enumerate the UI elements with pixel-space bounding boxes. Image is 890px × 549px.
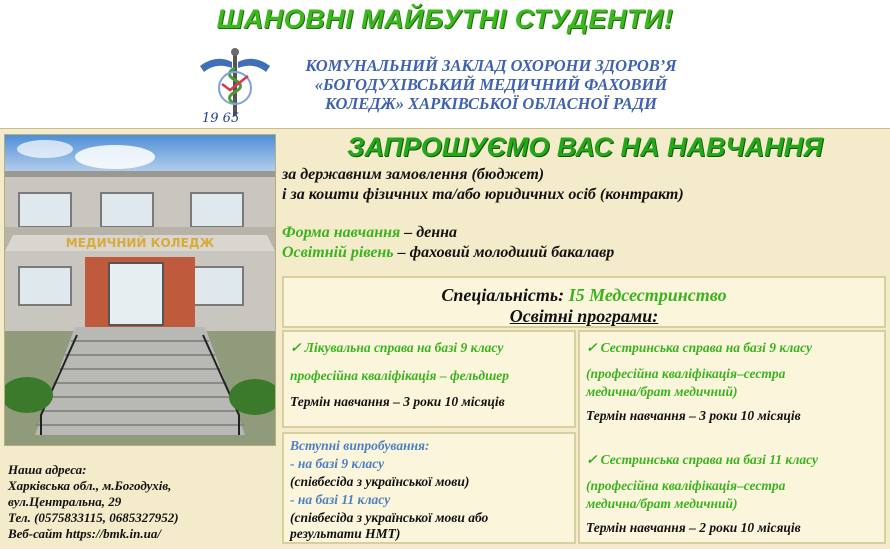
college-building-photo — [4, 134, 276, 446]
study-form: Форма навчання – денна — [282, 224, 458, 241]
program-ses — [578, 330, 886, 544]
funding-line-1: за державним замовлення (бюджет) — [282, 166, 545, 183]
specialty-value: I5 Медсестринство — [568, 285, 727, 305]
address-region: Харківська обл., м.Богодухів, — [8, 478, 172, 493]
college-logo — [196, 46, 274, 126]
program-ses11-title: ✓ Сестринська справа на базі 11 класу — [586, 452, 819, 467]
program-lik — [282, 330, 576, 428]
program-ses9-title: ✓ Сестринська справа на базі 9 класу — [586, 340, 813, 355]
program-ses11-duration: Термін навчання – 2 роки 10 місяців — [586, 520, 801, 535]
entrance-exams — [282, 432, 576, 544]
education-level: Освітній рівень – фаховий молодший бакалавр — [282, 244, 615, 261]
exams-item-2-note-1: (співбесіда з української мови або — [290, 510, 489, 525]
program-ses11-qual-1: (професійна кваліфікація–сестра — [586, 478, 786, 493]
funding-line-2: і за кошти фізичних та/або юридичних осіб (контракт) — [282, 186, 684, 203]
address-street: вул.Центральна, 29 — [8, 494, 122, 509]
address-website[interactable]: Веб-сайт https://bmk.in.ua/ — [8, 526, 161, 541]
exams-item-2: - на базі 11 класу — [290, 492, 391, 507]
exams-heading: Вступні випробування: — [290, 438, 430, 453]
programs-heading: Освітні програми: — [509, 306, 659, 326]
address-block — [8, 462, 278, 542]
institution-line-1: КОМУНАЛЬНИЙ ЗАКЛАД ОХОРОНИ ЗДОРОВ’Я — [305, 56, 677, 75]
exams-item-1: - на базі 9 класу — [290, 456, 385, 471]
program-lik-duration: Термін навчання – 3 роки 10 місяців — [290, 394, 505, 409]
specialty-box — [282, 276, 886, 328]
address-phone: Тел. (0575833115, 0685327952) — [8, 510, 179, 525]
invite-title: ЗАПРОШУЄМО ВАС НА НАВЧАННЯ — [347, 132, 823, 162]
program-ses9-duration: Термін навчання – 3 роки 10 місяців — [586, 408, 801, 423]
address-label: Наша адреса: — [8, 462, 87, 477]
institution-line-3: КОЛЕДЖ» ХАРКІВСЬКОЇ ОБЛАСНОЇ РАДИ — [325, 94, 657, 113]
program-lik-title: ✓ Лікувальна справа на базі 9 класу — [290, 340, 504, 355]
program-ses9-qual-2: медична/брат медичний) — [586, 384, 738, 399]
exams-item-2-note-2: результати НМТ) — [290, 526, 401, 541]
program-ses9-qual-1: (професійна кваліфікація–сестра — [586, 366, 786, 381]
building-sign: МЕДИЧНИЙ КОЛЕДЖ — [65, 236, 215, 250]
exams-item-1-note: (співбесіда з української мови) — [290, 474, 470, 489]
institution-line-2: «БОГОДУХІВСЬКИЙ МЕДИЧНИЙ ФАХОВИЙ — [314, 75, 668, 94]
program-lik-qualification: професійна кваліфікація – фельдшер — [290, 368, 510, 383]
page-headline: ШАНОВНІ МАЙБУТНІ СТУДЕНТИ! — [216, 4, 674, 34]
logo-year: 19 65 — [202, 111, 240, 126]
program-ses11-qual-2: медична/брат медичний) — [586, 496, 738, 511]
specialty-label: Спеціальність: — [441, 285, 569, 305]
